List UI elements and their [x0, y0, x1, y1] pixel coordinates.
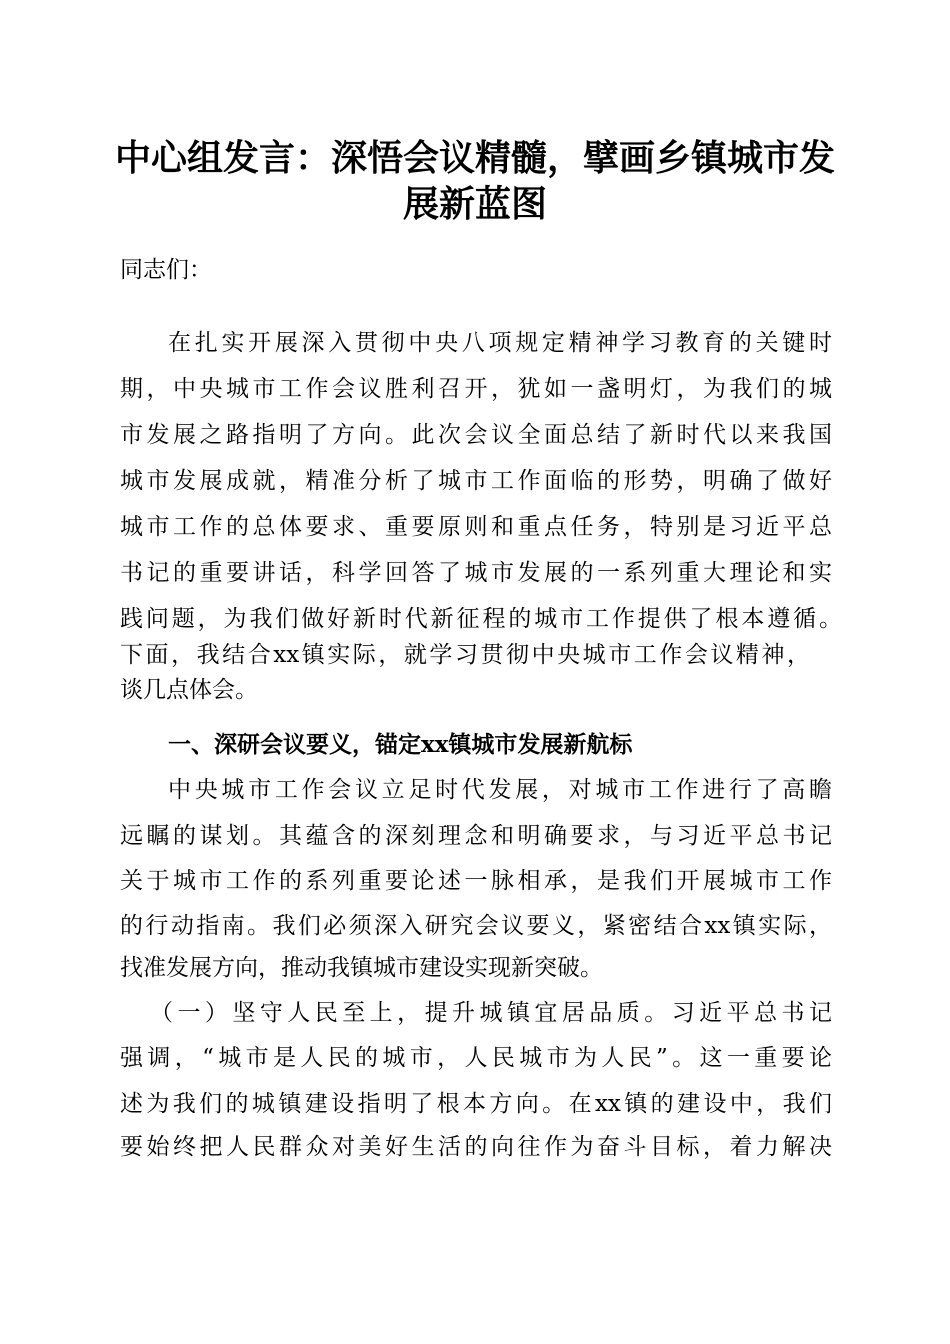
text-line: 要始终把人民群众对美好生活的向往作为奋斗目标，着力解决 — [120, 1134, 832, 1160]
section-heading: 一、深研会议要义，锚定xx镇城市发展新航标 — [168, 731, 633, 758]
text-line: 在扎实开展深入贯彻中央八项规定精神学习教育的关键时 — [168, 330, 832, 356]
text-line: 找准发展方向，推动我镇城市建设实现新突破。 — [120, 955, 603, 981]
salutation: 同志们： — [120, 257, 212, 283]
text-line: （一）坚守人民至上，提升城镇宜居品质。习近平总书记 — [150, 1000, 832, 1026]
text-line: 强调，“城市是人民的城市，人民城市为人民”。这一重要论 — [120, 1045, 832, 1071]
text-line: 下面，我结合xx镇实际，就学习贯彻中央城市工作会议精神， — [120, 642, 810, 668]
text-line: 城市工作的总体要求、重要原则和重点任务，特别是习近平总 — [120, 514, 832, 540]
title-line: 中心组发言：深悟会议精髓，擘画乡镇城市发 — [114, 137, 835, 179]
text-line: 关于城市工作的系列重要论述一脉相承，是我们开展城市工作 — [120, 868, 832, 894]
text-line: 中央城市工作会议立足时代发展，对城市工作进行了高瞻 — [168, 777, 832, 803]
text-line: 述为我们的城镇建设指明了根本方向。在xx镇的建设中，我们 — [120, 1091, 832, 1117]
text-line: 市发展之路指明了方向。此次会议全面总结了新时代以来我国 — [120, 422, 832, 448]
text-line: 城市发展成就，精准分析了城市工作面临的形势，明确了做好 — [120, 468, 832, 494]
text-line: 谈几点体会。 — [120, 677, 258, 703]
text-line: 书记的重要讲话，科学回答了城市发展的一系列重大理论和实 — [120, 560, 832, 586]
text-line: 的行动指南。我们必须深入研究会议要义，紧密结合xx镇实际， — [120, 913, 832, 939]
text-line: 期，中央城市工作会议胜利召开，犹如一盏明灯，为我们的城 — [120, 376, 832, 402]
text-line: 远瞩的谋划。其蕴含的深刻理念和明确要求，与习近平总书记 — [120, 823, 832, 849]
text-line: 践问题，为我们做好新时代新征程的城市工作提供了根本遵循。 — [120, 606, 842, 632]
title-line: 展新蓝图 — [402, 183, 547, 225]
